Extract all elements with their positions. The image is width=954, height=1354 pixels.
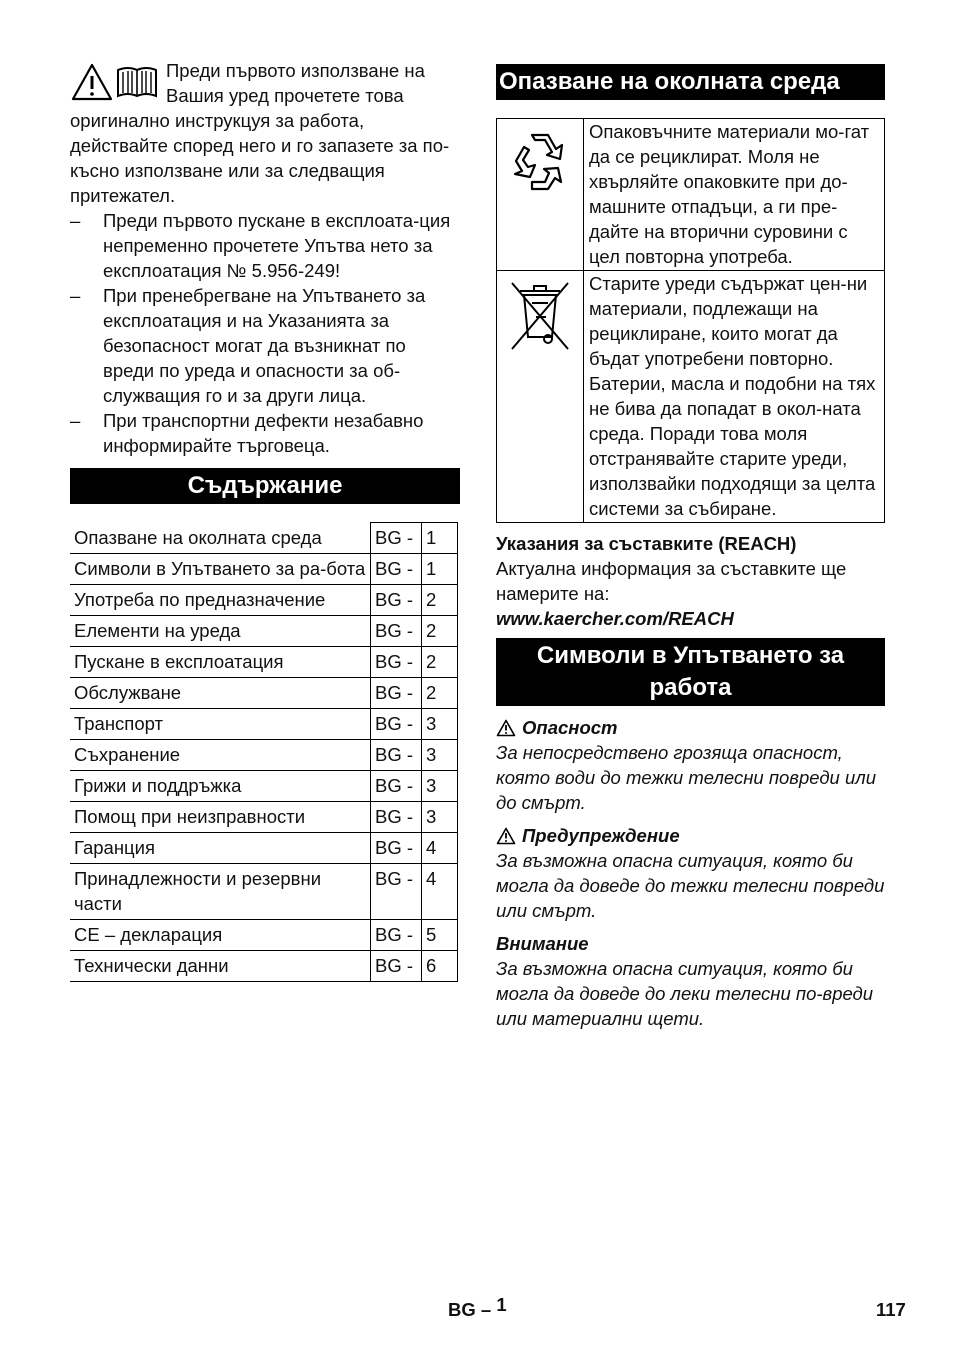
toc-label: Опазване на околната среда (74, 526, 322, 548)
table-row[interactable] (70, 740, 458, 771)
table-row (497, 271, 885, 523)
contents-title: Съдържание (70, 468, 460, 504)
table-row[interactable] (70, 709, 458, 740)
toc-page: 3 (422, 709, 458, 740)
table-row[interactable] (70, 771, 458, 802)
list-item: – При транспортни дефекти незабавно информирайте търговеца. (70, 408, 460, 458)
environment-old-devices-text: Старите уреди съдържат цен-ни материали, подлежащи на рециклиране, които могат да бъдат употребени повторно. Батерии, масла и подобни на тях не бива да попадат в окол-ната среда. Поради това моля отстранявайте старите уреди, използвайки подходящи за целта системи за събиране. (584, 271, 885, 523)
toc-page: 2 (422, 616, 458, 647)
warning-heading (496, 823, 885, 848)
toc-label: Символи в Упътването за ра-бота (74, 558, 366, 579)
toc-code: BG - (371, 864, 422, 920)
toc-code: BG - (371, 554, 422, 585)
table-row (497, 119, 885, 271)
toc-label: Грижи и поддръжка (74, 775, 242, 796)
toc-code: BG - (371, 833, 422, 864)
intro-bullets (70, 208, 460, 458)
toc-label: Употреба по предназначение (74, 589, 326, 610)
toc-page: 6 (422, 951, 458, 982)
toc-page: 4 (422, 864, 458, 920)
caution-text: За възможна опасна ситуация, която би могла да доведе до леки телесни по-вреди или материални щети. (496, 958, 874, 1029)
toc-code: BG - (371, 740, 422, 771)
danger-heading (496, 715, 885, 740)
reach-heading: Указания за съставките (REACH) (496, 533, 797, 554)
toc-label: Пускане в експлоатация (74, 651, 284, 672)
toc-code: BG - (371, 802, 422, 833)
warning-text: За възможна опасна ситуация, която би могла да доведе до тежки телесни повреди или смърт. (496, 850, 885, 921)
toc-code: BG - (371, 709, 422, 740)
toc-code: BG - (371, 647, 422, 678)
table-row[interactable] (70, 864, 458, 920)
read-manual-warning-icon (70, 62, 162, 106)
toc-code: BG - (371, 951, 422, 982)
toc-label: Помощ при неизправности (74, 806, 306, 827)
table-row[interactable] (70, 802, 458, 833)
toc-code: BG - (371, 585, 422, 616)
table-row[interactable] (70, 951, 458, 982)
toc-label: CE – декларация (74, 924, 223, 945)
toc-code: BG - (371, 616, 422, 647)
page-number: 117 (876, 1299, 906, 1320)
warning-triangle-icon (496, 719, 516, 737)
toc-label: Обслужване (74, 682, 182, 703)
environment-table (496, 118, 885, 523)
intro (70, 58, 460, 208)
footer-language-page (448, 1294, 507, 1322)
environment-packaging-text: Опаковъчните материали мо-гат да се рециклират. Моля не хвърляйте опаковките при до-машните отпадъци, а ги пре-дайте на вторични суровини с цел повторна употреба. (584, 119, 885, 271)
danger-text: За непосредствено грозяща опасност, която води до тежки телесни повреди или до смърт. (496, 742, 876, 813)
contents-table (70, 522, 458, 982)
toc-page: 1 (422, 523, 458, 554)
intro-text: Преди първото използване на Вашия уред прочетете това оригинално инструкцуя за работа, действайте според него и го запазете за по-късно използване или за следващия притежател. (70, 60, 450, 206)
table-row[interactable] (70, 554, 458, 585)
warning-triangle-icon (496, 827, 516, 845)
footer-lang-code: BG – (448, 1299, 492, 1320)
table-row[interactable] (70, 585, 458, 616)
reach-text: Актуална информация за съставките ще намерите на: (496, 558, 847, 604)
toc-page: 1 (422, 554, 458, 585)
table-row[interactable] (70, 920, 458, 951)
toc-page: 3 (422, 802, 458, 833)
table-row[interactable] (70, 647, 458, 678)
table-row[interactable] (70, 678, 458, 709)
toc-page: 2 (422, 647, 458, 678)
left-column (70, 58, 460, 982)
toc-label: Принадлежности и резервни части (74, 868, 322, 914)
crossed-bin-icon (502, 338, 578, 359)
table-row[interactable] (70, 616, 458, 647)
toc-label: Съхранение (74, 744, 181, 765)
list-item: – При пренебрегване на Упътването за експлоатация и на Указанията за безопасност могат да възникнат по вреди по уреда и опасности за об-служващия го и за други лица. (70, 283, 460, 408)
toc-code: BG - (371, 920, 422, 951)
toc-label: Технически данни (74, 955, 229, 976)
table-row[interactable] (70, 833, 458, 864)
right-column (496, 64, 885, 1031)
list-item: – Преди първото пускане в експлоата-ция непременно прочетете Упътва нето за експлоатация № 5.956-249! (70, 208, 460, 283)
reach-link[interactable]: www.kaercher.com/REACH (496, 608, 734, 629)
toc-code: BG - (371, 678, 422, 709)
toc-code: BG - (371, 523, 422, 554)
danger-label: Опасност (522, 717, 618, 738)
toc-page: 2 (422, 585, 458, 616)
environment-title: Опазване на околната среда (496, 64, 885, 100)
toc-label: Елементи на уреда (74, 620, 241, 641)
recycle-icon (502, 182, 578, 203)
table-row[interactable] (70, 523, 458, 554)
toc-code: BG - (371, 771, 422, 802)
toc-label: Транспорт (74, 713, 163, 734)
toc-page: 4 (422, 833, 458, 864)
caution-heading: Внимание (496, 933, 589, 954)
symbols-title: Символи в Упътването за работа (496, 638, 885, 706)
warning-label: Предупреждение (522, 825, 680, 846)
toc-page: 3 (422, 771, 458, 802)
toc-page: 2 (422, 678, 458, 709)
toc-page: 5 (422, 920, 458, 951)
footer-lang-page: 1 (496, 1294, 507, 1315)
toc-page: 3 (422, 740, 458, 771)
toc-label: Гаранция (74, 837, 156, 858)
